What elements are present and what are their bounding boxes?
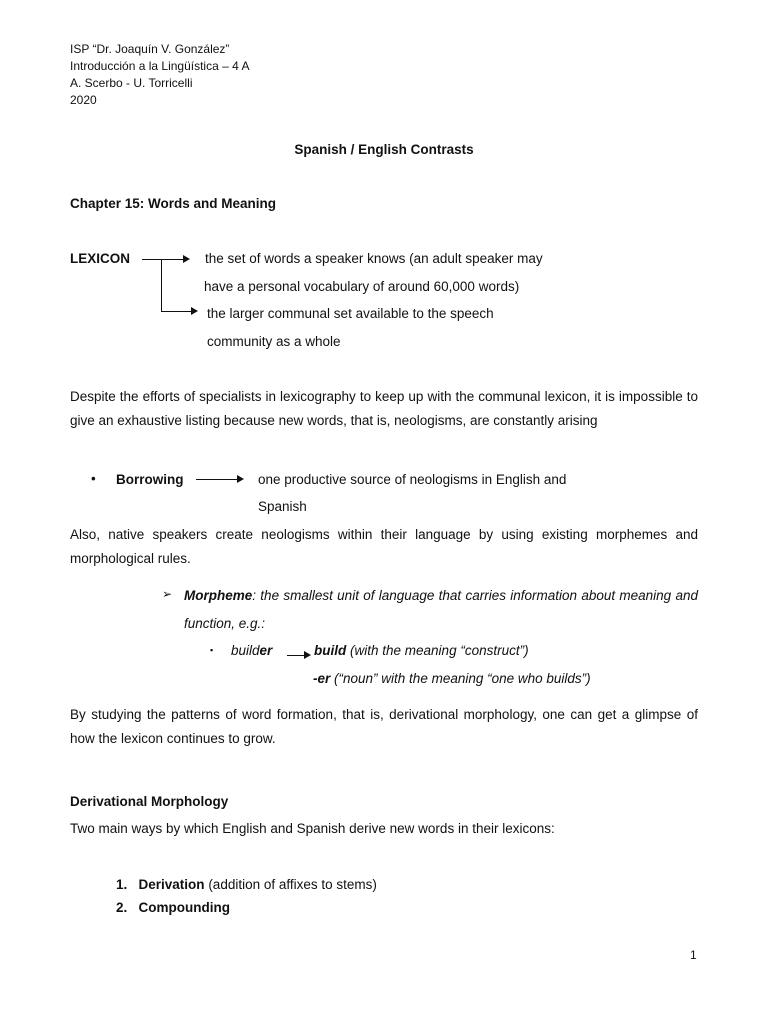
lexicon-def2-line2: community as a whole: [207, 334, 341, 349]
example-sub-bullet: ▪: [210, 645, 214, 655]
list-item: [116, 877, 377, 892]
example-base: build: [314, 643, 347, 658]
chapter-heading: Chapter 15: Words and Meaning: [70, 196, 277, 211]
paragraph-word-formation: By studying the patterns of word formation, that is, derivational morphology, one can get a glimpse of how the lexicon continues to grow.: [70, 707, 698, 746]
header-authors: A. Scerbo - U. Torricelli: [70, 76, 193, 90]
list-term: Compounding: [138, 900, 231, 915]
section-heading: Derivational Morphology: [70, 794, 229, 809]
header-course: Introducción a la Lingüística – 4 A: [70, 59, 250, 73]
page-number: 1: [690, 948, 697, 962]
example-word: [231, 643, 272, 658]
morpheme-definition: [184, 582, 698, 638]
borrowing-bullet: •: [91, 471, 96, 486]
list-term: Derivation: [138, 877, 205, 892]
borrowing-term: Borrowing: [116, 472, 184, 487]
borrowing-def-line1: one productive source of neologisms in English and: [258, 472, 567, 487]
section-intro: Two main ways by which English and Spanish derive new words in their lexicons:: [70, 821, 555, 836]
paragraph-lexicography: Despite the efforts of specialists in lexicography to keep up with the communal lexicon, it is impossible to give an exhaustive listing because new words, that is, neologisms, are constantly arising: [70, 389, 698, 428]
lexicon-def1-line1: the set of words a speaker knows (an adult speaker may: [205, 251, 543, 266]
header-year: 2020: [70, 93, 97, 107]
list-rest: (addition of affixes to stems): [204, 877, 377, 892]
list-number: 2.: [116, 900, 128, 915]
lexicon-def2-line1: the larger communal set available to the speech: [207, 306, 494, 321]
morpheme-marker-icon: ➢: [162, 587, 173, 601]
lexicon-term: LEXICON: [70, 251, 131, 266]
morpheme-def-text: : the smallest unit of language that carries information about meaning and function, e.g.:: [184, 588, 698, 631]
morpheme-term: Morpheme: [184, 588, 253, 603]
example-base-gloss: (with the meaning “construct”): [350, 643, 529, 658]
suffix-gloss: (“noun” with the meaning “one who builds”): [334, 671, 591, 686]
suffix-term: -er: [313, 671, 331, 686]
example-suffix: er: [259, 643, 273, 658]
list-item: [116, 900, 230, 915]
header-institution: ISP “Dr. Joaquín V. González”: [70, 42, 230, 56]
borrowing-def-line2: Spanish: [258, 499, 307, 514]
example-base-line: [314, 643, 529, 658]
document-title: Spanish / English Contrasts: [294, 142, 474, 157]
lexicon-def1-line2: have a personal vocabulary of around 60,000 words): [204, 279, 520, 294]
example-stem: build: [231, 643, 260, 658]
paragraph-native-speakers: Also, native speakers create neologisms within their language by using existing morphemes and morphological rules.: [70, 527, 698, 566]
suffix-line: [313, 671, 591, 686]
list-number: 1.: [116, 877, 128, 892]
